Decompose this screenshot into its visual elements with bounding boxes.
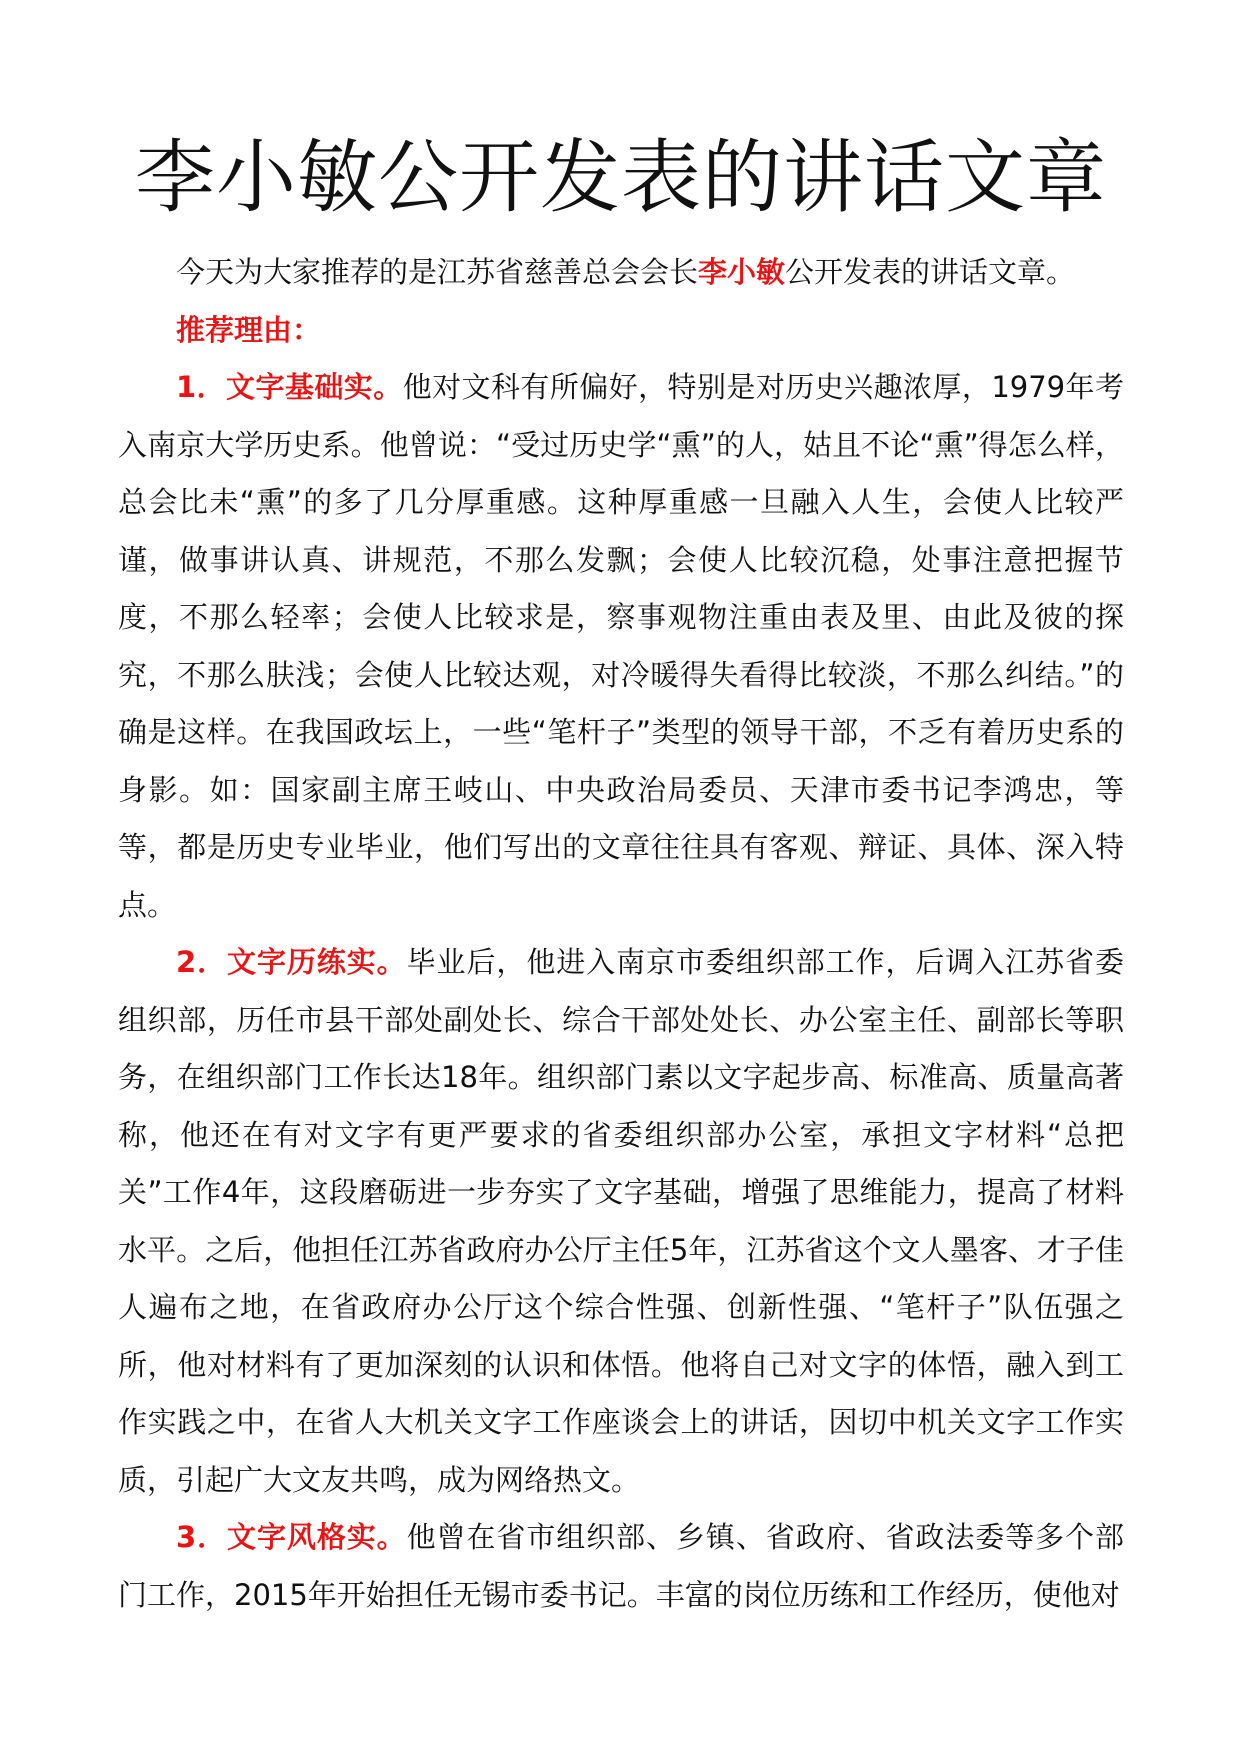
- reason-heading-1: 1．文字基础实。: [176, 370, 403, 404]
- document-title: 李小敏公开发表的讲话文章: [135, 131, 1107, 224]
- intro-text-before: 今天为大家推荐的是江苏省慈善总会会长: [176, 255, 699, 289]
- reason-heading-3: 3．文字风格实。: [176, 1520, 407, 1554]
- document-page: [118, 130, 1124, 1624]
- reason-paragraph-3: [118, 1509, 1124, 1624]
- reason-body-2: 毕业后，他进入南京市委组织部工作，后调入江苏省委组织部，历任市县干部处副处长、综合干部处处长、办公室主任、副部长等职务，在组织部门工作长达18年。组织部门素以文字起步高、标准高、质量高著称，他还在有对文字有更严要求的省委组织部办公室，承担文字材料“总把关”工作4年，这段磨砺进一步夯实了文字基础，增强了思维能力，提高了材料水平。之后，他担任江苏省政府办公厅主任5年，江苏省这个文人墨客、才子佳人遍布之地，在省政府办公厅这个综合性强、创新性强、“笔杆子”队伍强之所，他对材料有了更加深刻的认识和体悟。他将自己对文字的体悟，融入到工作实践之中，在省人大机关文字工作座谈会上的讲话，因切中机关文字工作实质，引起广大文友共鸣，成为网络热文。: [118, 945, 1124, 1497]
- reasons-label: 推荐理由：: [176, 312, 322, 347]
- intro-paragraph: [118, 244, 1124, 302]
- reason-body-1: 他对文科有所偏好，特别是对历史兴趣浓厚，1979年考入南京大学历史系。他曾说：“受过历史学“熏”的人，姑且不论“熏”得怎么样，总会比未“熏”的多了几分厚重感。这种厚重感一旦融入人生，会使人比较严谨，做事讲认真、讲规范，不那么发飘；会使人比较沉稳，处事注意把握节度，不那么轻率；会使人比较求是，察事观物注重由表及里、由此及彼的探究，不那么肤浅；会使人比较达观，对冷暖得失看得比较淡，不那么纠结。”的确是这样。在我国政坛上，一些“笔杆子”类型的领导干部，不乏有着历史系的身影。如：国家副主席王岐山、中央政治局委员、天津市委书记李鸿忠，等等，都是历史专业毕业，他们写出的文章往往具有客观、辩证、具体、深入特点。: [118, 370, 1124, 922]
- intro-name-highlight: 李小敏: [698, 255, 786, 289]
- reason-body-3: 他曾在省市组织部、乡镇、省政府、省政法委等多个部门工作，2015年开始担任无锡市委书记。丰富的岗位历练和工作经历，使他对: [118, 1520, 1124, 1612]
- intro-text-after: 公开发表的讲话文章。: [785, 255, 1076, 289]
- reason-heading-2: 2．文字历练实。: [176, 945, 407, 979]
- reason-paragraph-1: [118, 359, 1124, 934]
- reason-paragraph-2: [118, 934, 1124, 1509]
